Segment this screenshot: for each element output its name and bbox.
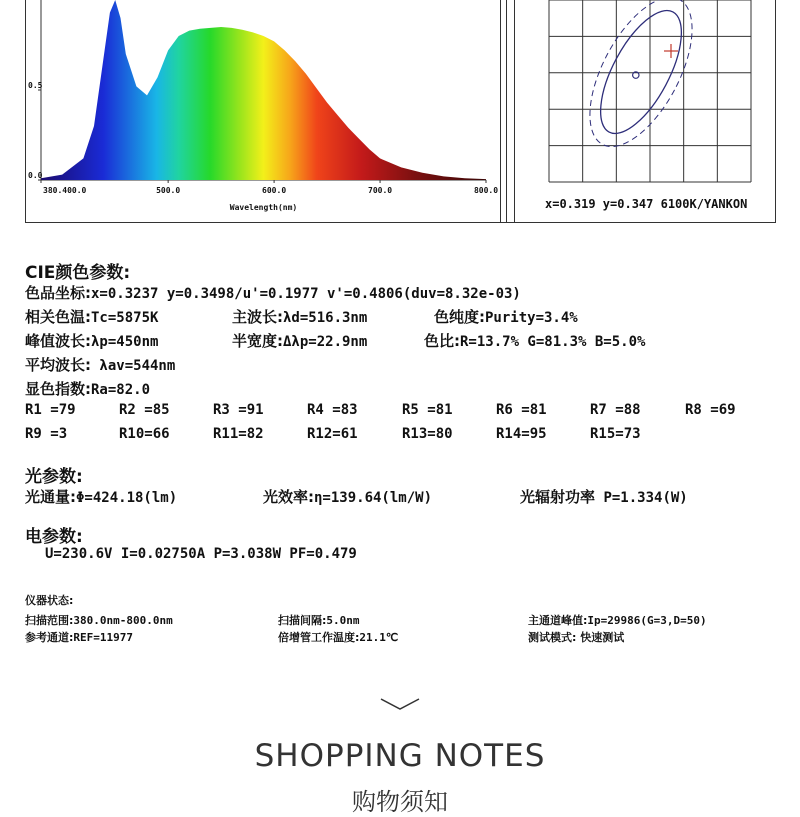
luminous-flux (25, 486, 177, 507)
radiant-power (520, 486, 688, 507)
main-channel-peak-label: 主通道峰值: (528, 614, 588, 627)
half-width (232, 330, 367, 351)
half-width-value: Δλp=22.9nm (283, 334, 368, 350)
chromaticity-row (25, 282, 521, 303)
luminous-flux-value: Φ=424.18(lm) (76, 490, 178, 506)
luminous-flux-label: 光通量: (25, 488, 76, 506)
test-mode (528, 626, 624, 645)
electric-values: U=230.6V I=0.02750A P=3.038W PF=0.479 (45, 546, 357, 562)
spectrum-x-tick-label: 700.0 (368, 186, 393, 195)
luminous-efficacy-value: η=139.64(lm/W) (314, 490, 433, 506)
scan-range-label: 扫描范围: (25, 614, 74, 627)
cri-item: R2 =85 (119, 402, 170, 418)
cri-item: R6 =81 (496, 402, 547, 418)
test-mode-label: 测试模式: (528, 631, 577, 644)
scan-step-label: 扫描间隔: (278, 614, 327, 627)
reference-channel-label: 参考通道: (25, 631, 74, 644)
cri-item: R13=80 (402, 426, 453, 442)
cri-item: R10=66 (119, 426, 170, 442)
spectrum-x-tick-label: 380.400.0 (43, 186, 87, 195)
color-ratio (424, 330, 645, 351)
spectrum-chart-panel (25, 0, 501, 223)
test-mode-value: 快速测试 (576, 631, 625, 644)
panel-divider (506, 0, 507, 222)
spectrum-x-tick-label: 800.0 (473, 186, 499, 195)
cri-item: R14=95 (496, 426, 547, 442)
cri-item: R15=73 (590, 426, 641, 442)
avg-wavelength-value: λav=544nm (91, 358, 176, 374)
electric-section-title: 电参数: (25, 527, 83, 547)
radiant-power-label: 光辐射功率 (520, 488, 596, 506)
peak-row (25, 330, 158, 351)
cct-row (25, 306, 158, 327)
scan-range-value: 380.0nm-800.0nm (73, 614, 173, 627)
cie-section-title: CIE颜色参数: (25, 263, 131, 283)
cie-caption: x=0.319 y=0.347 6100K/YANKON (545, 197, 748, 211)
pmt-temperature-value: 21.1℃ (359, 631, 399, 644)
chromaticity-label: 色品坐标: (25, 284, 91, 302)
cie-target-cross (664, 44, 678, 58)
cri-label: 显色指数: (25, 380, 91, 398)
purity-value: Purity=3.4% (485, 310, 578, 326)
cri-item: R7 =88 (590, 402, 641, 418)
luminous-efficacy-label: 光效率: (263, 488, 314, 506)
cri-item: R4 =83 (307, 402, 358, 418)
cie-chart (515, 0, 775, 222)
shopping-notes-subtitle: 购物须知 (352, 788, 448, 816)
spectrum-x-axis-label: Wavelength(nm) (229, 203, 298, 212)
purity-label: 色纯度: (434, 308, 485, 326)
light-section-title: 光参数: (25, 467, 83, 487)
chevron-down-icon[interactable] (379, 696, 421, 712)
spectrum-x-tick-label: 500.0 (156, 186, 181, 195)
spectrum-chart (26, 0, 500, 222)
cct-label: 相关色温: (25, 308, 91, 326)
dominant-wavelength-value: λd=516.3nm (283, 310, 368, 326)
cri-item: R3 =91 (213, 402, 264, 418)
cri-item: R5 =81 (402, 402, 453, 418)
luminous-efficacy (263, 486, 432, 507)
spectrum-y-tick-label: 0.0 (28, 171, 43, 180)
reference-channel-value: REF=11977 (73, 631, 134, 644)
peak-value: λp=450nm (91, 334, 159, 350)
spectrum-area (41, 0, 486, 180)
cri-value: Ra=82.0 (91, 382, 151, 398)
radiant-power-value: P=1.334(W) (595, 490, 688, 506)
cri-item: R12=61 (307, 426, 358, 442)
cie-chart-panel (514, 0, 776, 223)
pmt-temperature (278, 626, 398, 645)
dominant-wavelength-label: 主波长: (232, 308, 283, 326)
purity (434, 306, 578, 327)
peak-label: 峰值波长: (25, 332, 91, 350)
avg-wavelength-row (25, 354, 175, 375)
cri-item: R1 =79 (25, 402, 76, 418)
color-ratio-label: 色比: (424, 332, 460, 350)
cri-item: R9 =3 (25, 426, 68, 442)
instrument-title: 仪器状态: (25, 594, 74, 607)
cct-value: Tc=5875K (91, 310, 159, 326)
dominant-wavelength (232, 306, 367, 327)
spectrum-x-tick-label: 600.0 (262, 186, 287, 195)
panel-bottom-line (25, 222, 775, 223)
shopping-notes-title: SHOPPING NOTES (254, 738, 546, 774)
pmt-temperature-label: 倍增管工作温度: (278, 631, 360, 644)
chromaticity-value: x=0.3237 y=0.3498/u'=0.1977 v'=0.4806(duv=8.32e-03) (91, 286, 521, 302)
cri-item: R11=82 (213, 426, 264, 442)
scan-step-value: 5.0nm (326, 614, 360, 627)
cri-item: R8 =69 (685, 402, 736, 418)
reference-channel (25, 626, 133, 645)
spectrum-y-tick-label: 0.5 (28, 81, 43, 90)
cri-row (25, 378, 150, 399)
main-channel-peak-value: Ip=29986(G=3,D=50) (587, 614, 707, 627)
avg-wavelength-label: 平均波长: (25, 356, 91, 374)
half-width-label: 半宽度: (232, 332, 283, 350)
color-ratio-value: R=13.7% G=81.3% B=5.0% (460, 334, 646, 350)
